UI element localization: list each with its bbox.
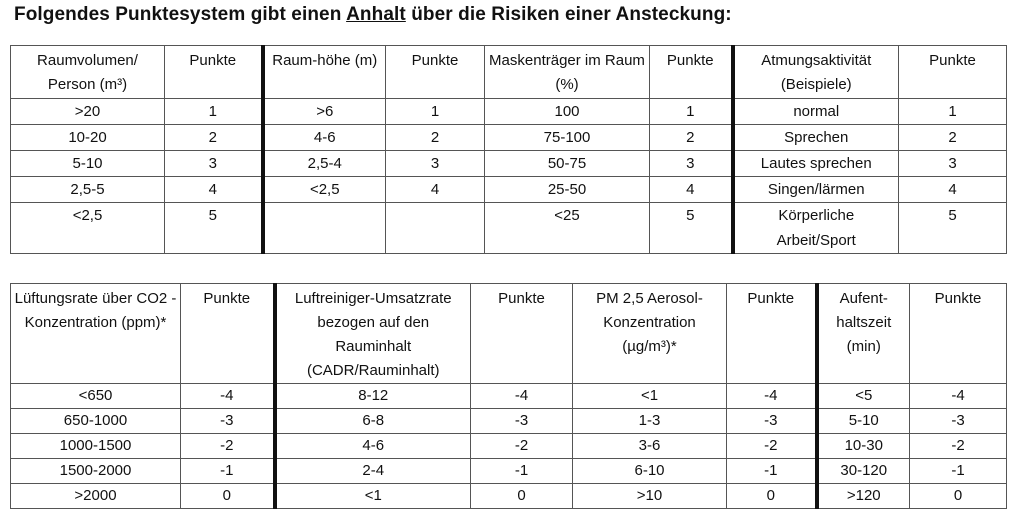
table-cell: >2000 bbox=[11, 484, 181, 509]
table-row bbox=[11, 203, 1007, 254]
table-cell: <5 bbox=[817, 384, 910, 409]
table-1-body bbox=[11, 46, 1007, 254]
table-cell: -1 bbox=[471, 459, 573, 484]
table-cell: 0 bbox=[727, 484, 817, 509]
table-cell: 6-10 bbox=[573, 459, 727, 484]
table-cell: normal bbox=[733, 99, 899, 125]
table-cell: <2,5 bbox=[11, 203, 165, 254]
table-cell: >20 bbox=[11, 99, 165, 125]
table-cell: 1 bbox=[650, 99, 733, 125]
table-cell: 3 bbox=[386, 151, 485, 177]
table-row bbox=[11, 151, 1007, 177]
table-cell: 2,5-5 bbox=[11, 177, 165, 203]
table-row bbox=[11, 459, 1007, 484]
table-cell: 5 bbox=[650, 203, 733, 254]
table-row bbox=[11, 125, 1007, 151]
table-row bbox=[11, 434, 1007, 459]
table1-header-cell: Punkte bbox=[165, 46, 263, 99]
table-cell: 5 bbox=[899, 203, 1007, 254]
table-row bbox=[11, 484, 1007, 509]
table-cell: 4 bbox=[899, 177, 1007, 203]
table-cell: 0 bbox=[910, 484, 1007, 509]
table-cell: 2 bbox=[899, 125, 1007, 151]
table2-header-cell: Lüftungsrate über CO2 - Konzentration (ppm)* bbox=[11, 284, 181, 384]
table-cell: 10-20 bbox=[11, 125, 165, 151]
table-cell: 4-6 bbox=[263, 125, 386, 151]
table-cell: <1 bbox=[573, 384, 727, 409]
table2-header-cell: Luftreiniger-Umsatzrate bezogen auf den Rauminhalt (CADR/Rauminhalt) bbox=[275, 284, 471, 384]
table-cell: Körperliche Arbeit/Sport bbox=[733, 203, 899, 254]
table-cell: 3 bbox=[650, 151, 733, 177]
table-cell: 4-6 bbox=[275, 434, 471, 459]
points-table-1 bbox=[10, 45, 1007, 254]
table-cell: 2 bbox=[650, 125, 733, 151]
table-cell: 3 bbox=[165, 151, 263, 177]
points-table-2 bbox=[10, 283, 1007, 509]
table-cell: 0 bbox=[181, 484, 275, 509]
title-part-1: Folgendes Punktesystem gibt einen bbox=[14, 4, 347, 25]
table-cell: 1 bbox=[386, 99, 485, 125]
table-cell: -4 bbox=[181, 384, 275, 409]
table-cell: 1500-2000 bbox=[11, 459, 181, 484]
table1-header-cell: Raum-höhe (m) bbox=[263, 46, 386, 99]
table-cell: 25-50 bbox=[485, 177, 650, 203]
table-cell: Lautes sprechen bbox=[733, 151, 899, 177]
table-cell: -1 bbox=[910, 459, 1007, 484]
table-cell: -3 bbox=[727, 409, 817, 434]
table-row bbox=[11, 409, 1007, 434]
table-cell: -2 bbox=[181, 434, 275, 459]
table-cell: >120 bbox=[817, 484, 910, 509]
table-cell: -4 bbox=[910, 384, 1007, 409]
table-cell: 3 bbox=[899, 151, 1007, 177]
table-cell: -4 bbox=[727, 384, 817, 409]
table-cell: -2 bbox=[910, 434, 1007, 459]
table-cell: 8-12 bbox=[275, 384, 471, 409]
table1-header-cell: Raumvolumen/ Person (m³) bbox=[11, 46, 165, 99]
table-cell: 4 bbox=[165, 177, 263, 203]
table-cell: Singen/lärmen bbox=[733, 177, 899, 203]
table-cell: -2 bbox=[471, 434, 573, 459]
table-cell bbox=[386, 203, 485, 254]
table-cell: 4 bbox=[650, 177, 733, 203]
table-cell: 1-3 bbox=[573, 409, 727, 434]
table-2-body bbox=[11, 284, 1007, 509]
table-row bbox=[11, 384, 1007, 409]
table-cell: -3 bbox=[910, 409, 1007, 434]
table-cell: 2 bbox=[165, 125, 263, 151]
table-cell: 10-30 bbox=[817, 434, 910, 459]
table2-header-cell: Punkte bbox=[471, 284, 573, 384]
table-cell: 1 bbox=[899, 99, 1007, 125]
title-part-2: über die Risiken einer Ansteckung: bbox=[405, 4, 732, 25]
table-cell: -1 bbox=[181, 459, 275, 484]
table-cell: 2,5-4 bbox=[263, 151, 386, 177]
table2-header-cell: Punkte bbox=[181, 284, 275, 384]
table-cell: -1 bbox=[727, 459, 817, 484]
table-cell: >10 bbox=[573, 484, 727, 509]
table-cell: 1 bbox=[165, 99, 263, 125]
table2-header-cell: Aufent-haltszeit (min) bbox=[817, 284, 910, 384]
table-cell: 2 bbox=[386, 125, 485, 151]
table-cell: <25 bbox=[485, 203, 650, 254]
table-cell: 4 bbox=[386, 177, 485, 203]
table-cell: -2 bbox=[727, 434, 817, 459]
table-cell: 100 bbox=[485, 99, 650, 125]
table1-header-cell: Atmungsaktivität (Beispiele) bbox=[733, 46, 899, 99]
table1-header-cell: Maskenträger im Raum (%) bbox=[485, 46, 650, 99]
table-cell: 75-100 bbox=[485, 125, 650, 151]
table2-header-row bbox=[11, 284, 1007, 384]
table2-header-cell: PM 2,5 Aerosol-Konzentration (µg/m³)* bbox=[573, 284, 727, 384]
table-row bbox=[11, 177, 1007, 203]
table-cell: >6 bbox=[263, 99, 386, 125]
table-cell: <1 bbox=[275, 484, 471, 509]
table-cell: -3 bbox=[181, 409, 275, 434]
table-cell: 0 bbox=[471, 484, 573, 509]
table-cell: 50-75 bbox=[485, 151, 650, 177]
table1-header-row bbox=[11, 46, 1007, 99]
table-cell: 5 bbox=[165, 203, 263, 254]
table1-header-cell: Punkte bbox=[899, 46, 1007, 99]
table-cell bbox=[263, 203, 386, 254]
page-title bbox=[14, 4, 732, 26]
table1-header-cell: Punkte bbox=[386, 46, 485, 99]
title-underlined-word: Anhalt bbox=[346, 4, 406, 25]
table2-header-cell: Punkte bbox=[727, 284, 817, 384]
table-cell: 5-10 bbox=[817, 409, 910, 434]
table-cell: <650 bbox=[11, 384, 181, 409]
table-cell: Sprechen bbox=[733, 125, 899, 151]
table-cell: 2-4 bbox=[275, 459, 471, 484]
table-cell: 6-8 bbox=[275, 409, 471, 434]
table-cell: 650-1000 bbox=[11, 409, 181, 434]
table-cell: 3-6 bbox=[573, 434, 727, 459]
table-cell: -4 bbox=[471, 384, 573, 409]
table2-header-cell: Punkte bbox=[910, 284, 1007, 384]
table-cell: 30-120 bbox=[817, 459, 910, 484]
table-cell: <2,5 bbox=[263, 177, 386, 203]
table-row bbox=[11, 99, 1007, 125]
table1-header-cell: Punkte bbox=[650, 46, 733, 99]
table-cell: 1000-1500 bbox=[11, 434, 181, 459]
table-cell: 5-10 bbox=[11, 151, 165, 177]
table-cell: -3 bbox=[471, 409, 573, 434]
